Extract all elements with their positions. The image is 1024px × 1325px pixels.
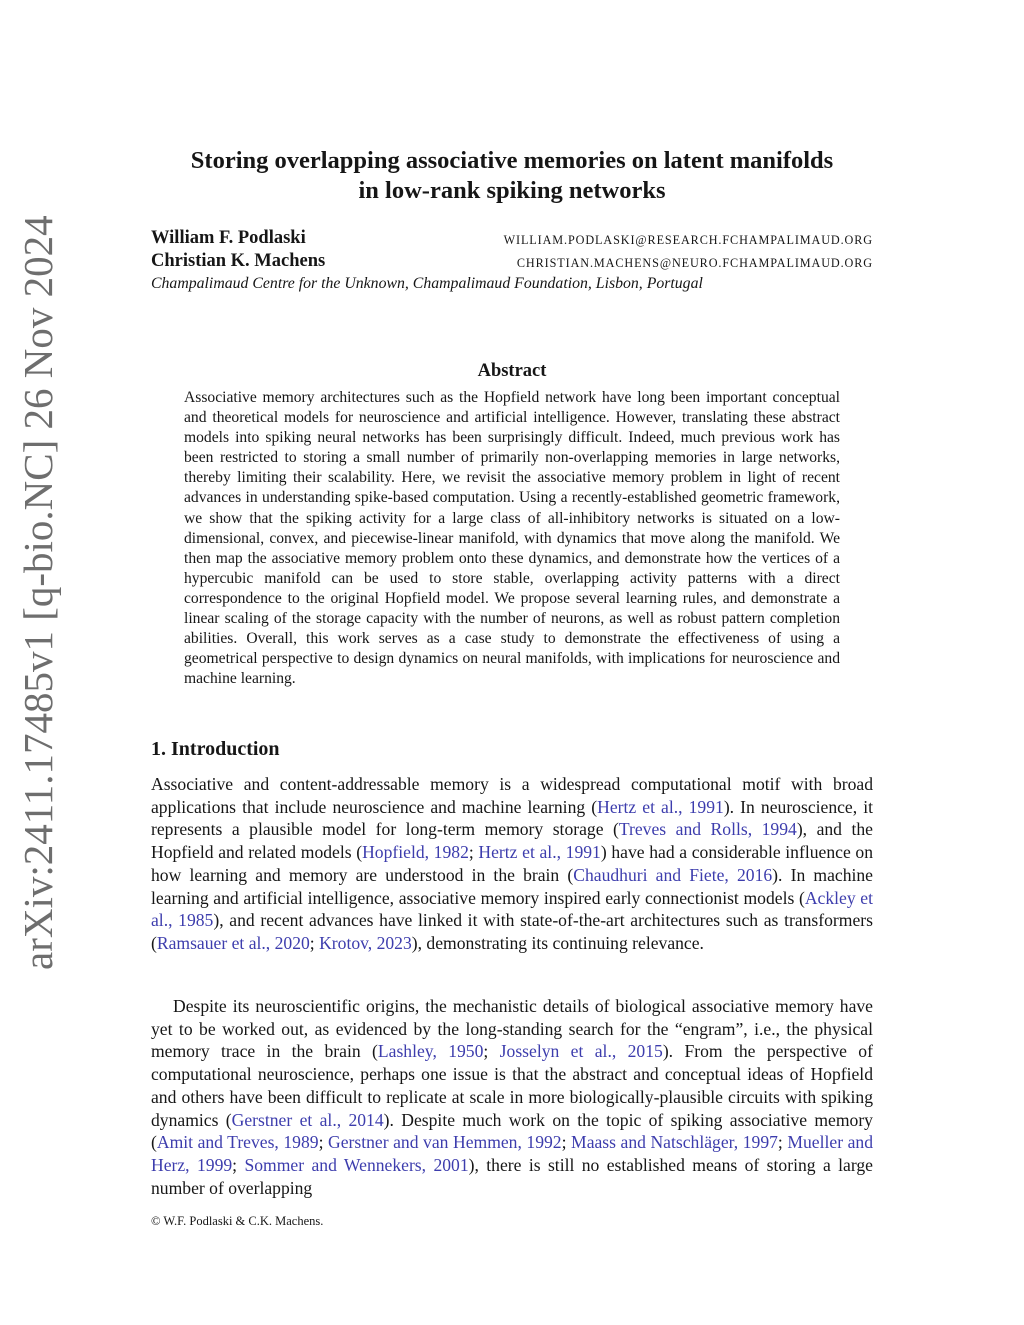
author-email-2[interactable]: CHRISTIAN.MACHENS@NEURO.FCHAMPALIMAUD.ORG	[516, 256, 873, 270]
paragraph-text: ). Despite much work on the topic of spiking associative memory (	[151, 1109, 873, 1153]
intro-paragraph-2	[151, 995, 873, 1199]
intro-paragraph-1	[151, 773, 873, 955]
section-heading-introduction: 1. Introduction	[151, 738, 280, 760]
paragraph-text: ), and recent advances have linked it with state-of-the-art architectures such as transformers (	[151, 910, 873, 953]
paragraph-text: ;	[777, 1132, 788, 1153]
paragraph-text: ), and the Hopfield and related models (	[151, 819, 873, 863]
title-line-1: Storing overlapping associative memories on latent manifolds	[190, 147, 834, 174]
paragraph-text: ). In neuroscience, it represents a plausible model for long-term memory storage (	[151, 796, 873, 840]
citation-link[interactable]: Krotov, 2023	[319, 932, 412, 953]
paragraph-text: ), demonstrating its continuing relevance.	[411, 932, 704, 953]
citation-link[interactable]: Lashley, 1950	[377, 1041, 484, 1062]
paragraph-text: Despite its neuroscientific origins, the mechanistic details of biological associative memory have yet to be worked out, as evidenced by the long-standing search for the “engram”, i.e., the physical memory trace in the brain (	[151, 996, 873, 1062]
citation-link[interactable]: Hopfield, 1982	[362, 842, 469, 863]
author-name-2: Christian K. Machens	[151, 251, 326, 271]
paragraph-text: ;	[468, 842, 479, 863]
citation-link[interactable]: Sommer and Wennekers, 2001	[244, 1154, 469, 1175]
affiliation: Champalimaud Centre for the Unknown, Champalimaud Foundation, Lisbon, Portugal	[151, 275, 703, 292]
paragraph-text: ;	[483, 1041, 500, 1062]
author-email-1[interactable]: WILLIAM.PODLASKI@RESEARCH.FCHAMPALIMAUD.ORG	[503, 233, 873, 247]
citation-link[interactable]: Hertz et al., 1991	[478, 842, 601, 863]
paragraph-text: ;	[318, 1132, 328, 1153]
paragraph-text: ) have had a considerable influence on how learning and memory are understood in the brain (	[151, 842, 873, 885]
citation-link[interactable]: Amit and Treves, 1989	[156, 1132, 319, 1153]
citation-link[interactable]: Gerstner and van Hemmen, 1992	[328, 1132, 562, 1153]
citation-link[interactable]: Ackley et al., 1985	[151, 887, 873, 931]
paragraph-text: Associative and content-addressable memory is a widespread computational motif with broad applications that include neuroscience and machine learning (	[151, 774, 873, 817]
citation-link[interactable]: Maass and Natschläger, 1997	[571, 1132, 778, 1153]
copyright-footer: © W.F. Podlaski & C.K. Machens.	[151, 1214, 324, 1228]
abstract-heading: Abstract	[477, 361, 547, 381]
citation-link[interactable]: Mueller and Herz, 1999	[151, 1132, 873, 1175]
citation-link[interactable]: Treves and Rolls, 1994	[618, 819, 797, 840]
author-name-1: William F. Podlaski	[151, 228, 306, 248]
paragraph-text: ), there is still no established means of storing a large number of overlapping	[151, 1154, 873, 1198]
paper-title	[150, 146, 874, 206]
citation-link[interactable]: Gerstner et al., 2014	[231, 1109, 384, 1130]
paragraph-text: ;	[232, 1154, 245, 1175]
citation-link[interactable]: Josselyn et al., 2015	[499, 1041, 663, 1062]
title-line-2: in low-rank spiking networks	[358, 177, 666, 204]
paragraph-text: ). In machine learning and artificial intelligence, associative memory inspired early connectionist models (	[151, 864, 873, 908]
paragraph-text: ;	[309, 932, 320, 953]
abstract-body: Associative memory architectures such as the Hopfield network have long been important conceptual and theoretical models for neuroscience and artificial intelligence. However, translating these abstract models into spiking neural networks has been surprisingly difficult. Indeed, much previous work has been restricted to storing a small number of primarily non-overlapping memories in large networks, thereby limiting their scalability. Here, we revisit the associative memory problem in light of recent advances in understanding spike-based computation. Using a recently-established geometric framework, we show that the spiking activity for a large class of all-inhibitory networks is situated on a low-dimensional, convex, and piecewise-linear manifold, with dynamics that move along the manifold. We then map the associative memory problem onto these dynamics, and demonstrate how the vertices of a hypercubic manifold can be used to store stable, overlapping activity patterns with a direct correspondence to the original Hopfield model. We propose several learning rules, and demonstrate a linear scaling of the storage capacity with the number of neurons, as well as robust pattern completion abilities. Overall, this work serves as a case study to demonstrate the effectiveness of using a geometrical perspective to design dynamics on neural manifolds, with implications for neuroscience and machine learning.	[184, 389, 840, 688]
citation-link[interactable]: Hertz et al., 1991	[597, 796, 724, 817]
paragraph-text: ). From the perspective of computational neuroscience, perhaps one issue is that the abstract and conceptual ideas of Hopfield and others have been difficult to replicate at scale in more biologically-plausible circuits with spiking dynamics (	[151, 1041, 873, 1130]
citation-link[interactable]: Chaudhuri and Fiete, 2016	[573, 864, 773, 885]
citation-link[interactable]: Ramsauer et al., 2020	[156, 932, 310, 953]
paragraph-text: ;	[561, 1132, 572, 1153]
arxiv-identifier-stamp[interactable]: arXiv:2411.17485v1 [q-bio.NC] 26 Nov 2024	[15, 215, 61, 970]
